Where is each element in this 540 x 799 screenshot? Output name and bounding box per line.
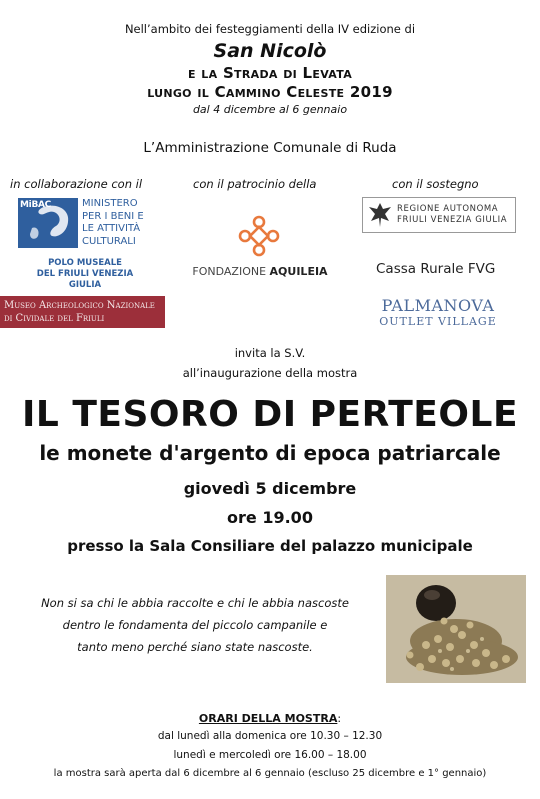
- support-title: con il sostegno: [392, 177, 479, 191]
- mibac-text: [82, 198, 144, 248]
- exhibition-title: IL TESORO DI PERTEOLE: [21, 394, 519, 435]
- mibac-line: LE ATTIVITÀ: [82, 223, 141, 234]
- hours-line: la mostra sarà aperta dal 6 dicembre al 6 gennaio (escluso 25 dicembre e 1° gennaio): [53, 768, 487, 779]
- hours-title-colon: :: [337, 712, 342, 725]
- fondazione-aquileia-logo-icon: [237, 214, 281, 258]
- invitation-line: all’inaugurazione della mostra: [182, 366, 358, 380]
- polo-museale: [20, 258, 150, 291]
- quote-line: Non si sa chi le abbia raccolte e chi le abbia nascoste: [41, 596, 349, 610]
- event-dates: dal 4 dicembre al 6 gennaio: [192, 103, 348, 116]
- quote-line: dentro le fondamenta del piccolo campanile e: [62, 618, 328, 632]
- cammino-line: lungo il Cammino Celeste 2019: [147, 83, 393, 101]
- event-name: San Nicolò: [213, 40, 327, 62]
- exhibition-time: ore 19.00: [227, 508, 313, 527]
- polo-line: DEL FRIULI VENEZIA GIULIA: [36, 269, 134, 290]
- hours-line: dal lunedì alla domenica ore 10.30 – 12.30: [157, 730, 383, 742]
- hours-line: lunedì e mercoledì ore 16.00 – 18.00: [173, 749, 367, 761]
- hours-title: [0, 712, 540, 725]
- fondazione-prefix: FONDAZIONE: [192, 265, 267, 278]
- mibac-line: MINISTERO: [82, 198, 138, 209]
- cassa-rurale-logo: Cassa Rurale FVG: [376, 261, 496, 277]
- mibac-line: CULTURALI: [82, 235, 136, 247]
- palmanova-line: PALMANOVA: [381, 296, 495, 315]
- palmanova-logo: [376, 296, 500, 328]
- polo-line: POLO MUSEALE: [48, 258, 122, 268]
- museo-archeologico-logo: [0, 296, 165, 328]
- coin-hoard-photo: [386, 575, 526, 683]
- strada-line: e la Strada di Levata: [187, 64, 353, 82]
- hours-title-text: ORARI DELLA MOSTRA: [198, 712, 338, 725]
- invitation-line: invita la S.V.: [234, 346, 306, 360]
- museo-text: [4, 299, 155, 325]
- museo-line: di Cividale del Friuli: [4, 313, 105, 324]
- mibac-logo: [18, 198, 78, 248]
- quote-block: [20, 592, 370, 658]
- mibac-line: PER I BENI E: [82, 210, 144, 222]
- eagle-icon: [367, 201, 393, 229]
- collaboration-title: in collaborazione con il: [10, 177, 143, 191]
- regione-text: [397, 204, 507, 226]
- quote-line: tanto meno perché siano state nascoste.: [77, 640, 313, 654]
- intro-text: Nell’ambito dei festeggiamenti della IV edizione di: [124, 22, 416, 36]
- museo-line: Museo Archeologico Nazionale: [4, 300, 155, 311]
- regione-line: FRIULI VENEZIA GIULIA: [397, 215, 508, 225]
- fondazione-name: AQUILEIA: [269, 265, 328, 278]
- patronage-title: con il patrocinio della: [193, 177, 317, 191]
- organizer-text: L’Amministrazione Comunale di Ruda: [143, 140, 397, 156]
- fondazione-aquileia-text: [190, 265, 330, 278]
- mibac-badge: MiBAC: [20, 200, 51, 210]
- exhibition-date: giovedì 5 dicembre: [183, 479, 357, 498]
- regione-logo: [362, 197, 516, 233]
- exhibition-venue: presso la Sala Consiliare del palazzo municipale: [67, 537, 473, 555]
- regione-line: REGIONE AUTONOMA: [397, 204, 499, 214]
- palmanova-line: OUTLET VILLAGE: [379, 315, 497, 328]
- exhibition-subtitle: le monete d'argento di epoca patriarcale: [39, 441, 501, 465]
